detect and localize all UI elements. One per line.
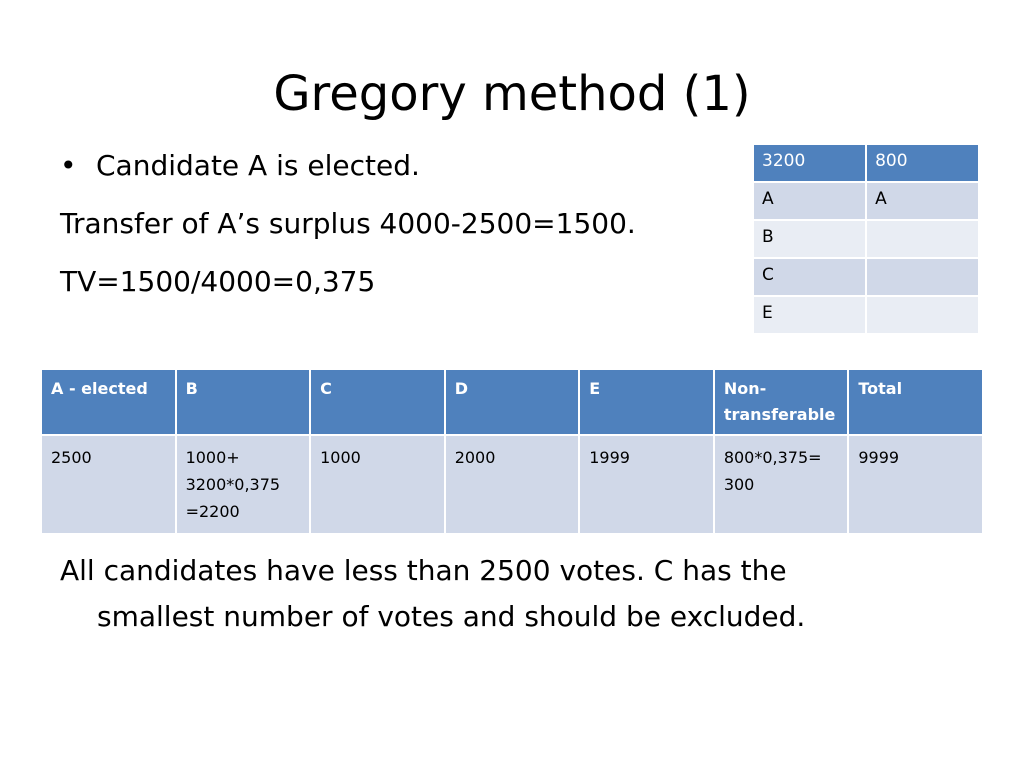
bullet-dot-icon: • [60, 149, 77, 182]
bullet-text: Candidate A is elected. [96, 149, 420, 182]
header-d [445, 369, 580, 435]
cell-text: 9999 [858, 448, 900, 467]
table-row [753, 296, 979, 334]
table-cell [866, 296, 979, 334]
table-row [753, 258, 979, 296]
conclusion-line: All candidates have less than 2500 votes. C has the [60, 554, 787, 587]
cell-non-transferable [714, 435, 849, 534]
table-header-row [753, 144, 979, 182]
header-text: transferable [723, 405, 836, 424]
surplus-transfer-text: Transfer of A’s surplus 4000-2500=1500. [60, 207, 636, 240]
conclusion-paragraph [60, 548, 960, 640]
header-a-elected [41, 369, 176, 435]
cell-b [176, 435, 311, 534]
cell-text: 1999 [589, 448, 630, 467]
table-cell: A [866, 182, 979, 220]
vote-count-table [40, 368, 984, 535]
table-cell: B [753, 220, 866, 258]
table-cell: E [753, 296, 866, 334]
slide-title: Gregory method (1) [273, 66, 751, 122]
header-text: Total [858, 379, 903, 398]
transfer-value-text: TV=1500/4000=0,375 [60, 265, 376, 298]
header-non-transferable [714, 369, 849, 435]
cell-text: 1000 [320, 448, 361, 467]
bullet-item [60, 148, 420, 184]
header-c [310, 369, 445, 435]
header-text: D [454, 379, 468, 398]
surplus-breakdown-table [752, 143, 980, 335]
table-cell: A [753, 182, 866, 220]
header-b [176, 369, 311, 435]
cell-total [848, 435, 983, 534]
table-header-row [41, 369, 983, 435]
cell-c [310, 435, 445, 534]
cell-a-elected [41, 435, 176, 534]
cell-text: 1000+ [185, 448, 240, 467]
cell-text: =2200 [185, 502, 240, 521]
table-row [753, 182, 979, 220]
header-text: B [185, 379, 198, 398]
table-header-cell: 3200 [753, 144, 866, 182]
header-total [848, 369, 983, 435]
header-text: C [320, 379, 332, 398]
cell-d [445, 435, 580, 534]
table-cell: C [753, 258, 866, 296]
header-text: E [589, 379, 601, 398]
cell-text: 800*0,375= [723, 448, 822, 467]
table-header-cell: 800 [866, 144, 979, 182]
table-row [41, 435, 983, 534]
cell-text: 2500 [51, 448, 92, 467]
conclusion-line: smallest number of votes and should be excluded. [97, 600, 806, 633]
header-e [579, 369, 714, 435]
cell-text: 2000 [454, 448, 496, 467]
table-cell [866, 258, 979, 296]
header-text: Non- [723, 379, 767, 398]
cell-text: 3200*0,375 [185, 475, 281, 494]
cell-text: 300 [723, 475, 755, 494]
table-row [753, 220, 979, 258]
cell-e [579, 435, 714, 534]
header-text: A - elected [51, 379, 148, 398]
table-cell [866, 220, 979, 258]
